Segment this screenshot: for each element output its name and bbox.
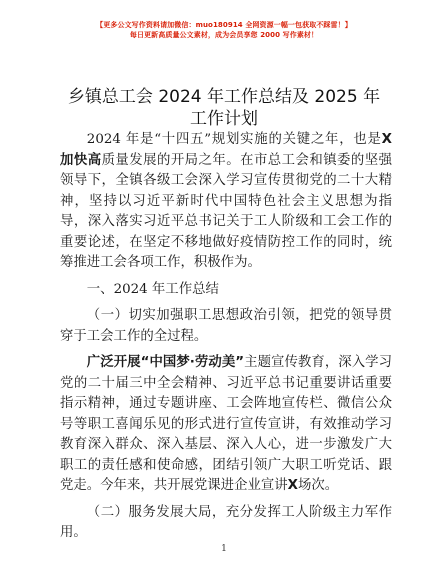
intro-text-2: 质量发展的开局之年。在市总工会和镇委的坚强领导下，全镇各级工会深入学习宣传贯彻党的二十大精神，坚持以习近平新时代中国特色社会主义思想为指导，深入落实习近平总书记关于工人阶级和工会工作的重要论述，在坚定不移地做好疫情防控工作的同时，统筹推进工会各项工作，积极作为。 [60,152,393,270]
intro-paragraph [60,130,392,274]
para2-bold-end: X [287,478,298,493]
intro-text-1: 2024 年是“十四五”规划实施的关键之年，也是 [86,132,382,147]
subsection-heading-1: （一）切实加强职工思想政治引领，把党的领导贯穿于工会工作的全过程。 [60,308,392,344]
promo-banner [0,20,448,40]
promo-banner-line1: 【更多公文写作资料请加微信：muo180914 全网资源一幅一包获取不踩雷！】 [96,21,352,29]
body-paragraph-2 [60,353,392,497]
promo-banner-line2: 每日更新高质量公文素材，成为会员享您 2000 写作素材！ [129,31,319,39]
para2-tail: 场次。 [297,478,339,493]
subsection-heading-2: （二）服务发展大局，充分发挥工人阶级主力军作用。 [60,504,392,540]
document-body [60,130,392,544]
page-number: 1 [221,544,227,554]
section-heading-1: 一、2024 年工作总结 [86,281,219,297]
document-title: 乡镇总工会 2024 年工作总结及 2025 年工作计划 [67,87,381,129]
para2-text: 主题宣传教育，深入学习党的二十届三中全会精神、习近平总书记重要讲话重要指示精神，通过专题讲座、工会阵地宣传栏、微信公众号等职工喜闻乐见的形式进行宣传宣讲，有效推动学习教育深入群众、深入基层、深入人心，进一步激发广大职工的责任感和使命感，团结引领广大职工听党话、跟党走。今年来，共开展党课进企业宣讲 [60,355,393,493]
para2-bold: 广泛开展“中国梦·劳动美” [86,355,245,370]
intro-bold: X 加快高 [60,132,392,168]
